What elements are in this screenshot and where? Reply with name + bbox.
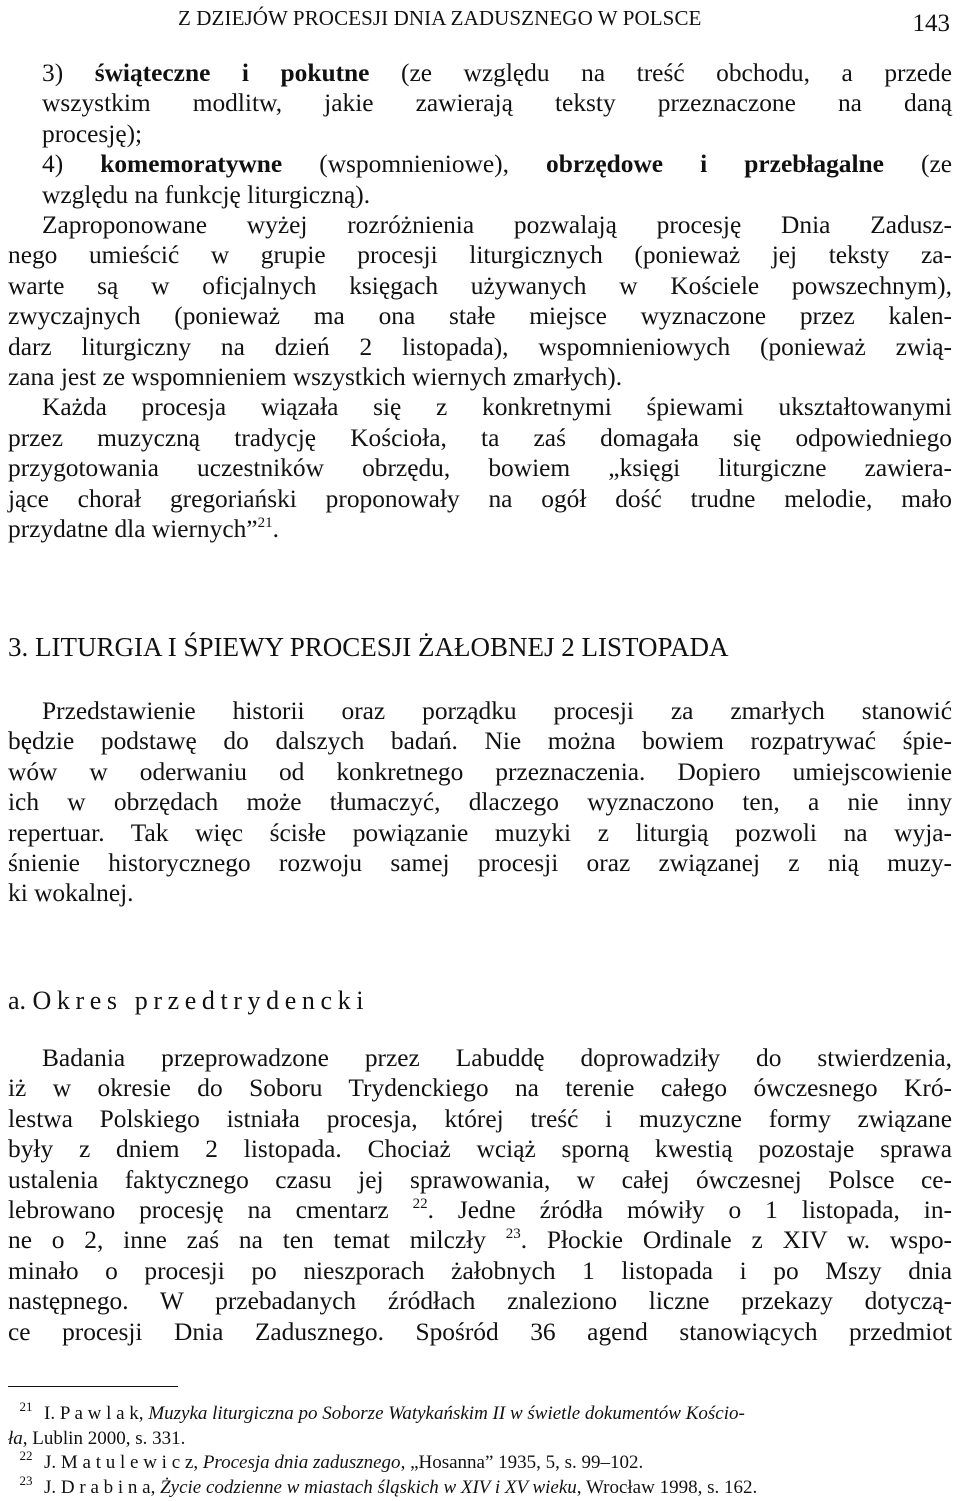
paragraph-4-line: następnego. W przebadanych źródłach znaleziono liczne przekazy dotyczą- xyxy=(8,1287,952,1316)
paragraph-3-line: śnienie historycznego rozwoju samej procesji oraz związanej z nią muzy- xyxy=(8,849,952,878)
list-item-4-line-1: 4) komemoratywne (wspomnieniowe), obrzędowe i przebłagalne (ze xyxy=(42,150,953,179)
list-item-3-line-3: procesję); xyxy=(42,119,143,148)
paragraph-4-line: Badania przeprowadzone przez Labuddę doprowadziły do stwierdzenia, xyxy=(42,1044,952,1072)
footnote-ref-22: 22 xyxy=(412,1196,428,1213)
paragraph-1-line: zana jest ze wspomnieniem wszystkich wiernych zmarłych). xyxy=(8,363,623,392)
list-item-3-bold-term: świąteczne i pokutne xyxy=(94,59,370,87)
paragraph-2-line: przygotowania uczestników obrzędu, bowiem „księgi liturgiczne zawiera- xyxy=(8,454,952,483)
paragraph-4-line: ustalenia faktycznego czasu jej sprawowania, w całej ówczesnej Polsce ce- xyxy=(8,1165,952,1194)
paragraph-4-line: ne o 2, inne zaś na ten temat milczły $^{23}$. Płockie Ordinale z XIV w. wspo- xyxy=(8,1226,952,1255)
paragraph-2-last-line: przydatne dla wiernych”$^{21}$. xyxy=(8,515,279,544)
paragraph-2-line: Każda procesja wiązała się z konkretnymi śpiewami ukształtowanymi xyxy=(42,393,952,422)
paragraph-4-line: minało o procesji po nieszporach żałobnych 1 listopada i po Mszy dnia xyxy=(8,1256,952,1285)
paragraph-3-line: wów w oderwaniu od konkretnego przeznaczenia. Dopiero umiejscowienie xyxy=(8,757,952,786)
section-heading: 3. LITURGIA I ŚPIEWY PROCESJI ŻAŁOBNEJ 2 LISTOPADA xyxy=(8,632,729,662)
footnote-21: 21 I. P a w l a k, Muzyka liturgiczna po Soborze Watykańskim II w świetle dokumentów Kościo- xyxy=(19,1399,745,1424)
paragraph-4-line: lestwa Polskiego istniała procesja, której treść i muzyczne formy związane xyxy=(8,1104,952,1133)
paragraph-3-line: ich w obrzędach może tłumaczyć, dlaczego wyznaczono ten, a nie inny xyxy=(8,788,952,817)
footnote-ref-23: 23 xyxy=(505,1226,521,1243)
footnote-title: Procesja dnia zadusznego xyxy=(202,1452,401,1474)
paragraph-4-line: ce procesji Dnia Zadusznego. Spośród 36 agend stanowiących przedmiot xyxy=(8,1317,952,1346)
page-number: 143 xyxy=(912,10,950,37)
list-item-3-line-2: wszystkim modlitw, jakie zawierają teksty przeznaczone na daną xyxy=(42,89,952,118)
paragraph-2-line: jące chorał gregoriański proponowały na ogół dość trudne melodie, mało xyxy=(8,484,952,513)
subsection-title: Okres przedtrydencki xyxy=(32,986,370,1015)
footnote-21-continuation: ła, Lublin 2000, s. 331. xyxy=(8,1427,186,1449)
paragraph-4 xyxy=(8,1043,952,1347)
list-item-4-bold-term-1: komemoratywne xyxy=(100,150,283,179)
subsection-heading: a. Okres przedtrydencki xyxy=(8,986,370,1015)
footnote-23: 23 J. D r a b i n a, Życie codzienne w miastach śląskich w XIV i XV wieku, Wrocław 1998, s. 162. xyxy=(19,1472,758,1498)
footnote-22: 22 J. M a t u l e w i c z, Procesja dnia zadusznego, „Hosanna” 1935, 5, s. 99–102. xyxy=(19,1448,644,1474)
footnote-ref-21: 21 xyxy=(257,515,273,532)
paragraph-1-line: darz liturgiczny na dzień 2 listopada), wspomnieniowych (ponieważ zwią- xyxy=(8,332,952,361)
paragraph-4-line: lebrowano procesję na cmentarz $^{22}$. Jedne źródła mówiły o 1 listopada, in- xyxy=(8,1196,952,1225)
paragraph-3-line: ki wokalnej. xyxy=(8,879,134,908)
body-block-top xyxy=(8,58,952,545)
paragraph-1-line: Zaproponowane wyżej rozróżnienia pozwalają procesję Dnia Zadusz- xyxy=(42,211,952,240)
paragraph-4-line: iż w okresie do Soboru Trydenckiego na terenie całego ówczesnego Kró- xyxy=(8,1074,952,1103)
footnote-title: Życie codzienne w miastach śląskich w XIV i XV wieku xyxy=(160,1476,577,1498)
list-item-3-line-1: 3) świąteczne i pokutne (ze względu na treść obchodu, a przede xyxy=(42,59,952,87)
paragraph-3-line: repertuar. Tak więc ścisłe powiązanie muzyki z liturgią pozwoli na wyja- xyxy=(8,818,952,847)
footnote-title: Muzyka liturgiczna po Soborze Watykańskim II w świetle dokumentów Kościo- xyxy=(148,1403,745,1424)
paragraph-4-line: były z dniem 2 listopada. Chociaż wciąż sporną kwestią pozostaje sprawa xyxy=(8,1135,952,1164)
paragraph-3-line: będzie podstawę do dalszych badań. Nie można bowiem rozpatrywać śpie- xyxy=(8,727,952,756)
paragraph-1-line: nego umieścić w grupie procesji liturgicznych (ponieważ jej teksty za- xyxy=(8,241,952,270)
paragraph-2-line: przez muzyczną tradycję Kościoła, ta zaś domagała się odpowiedniego xyxy=(8,423,952,452)
list-item-4-bold-term-2: obrzędowe i przebłagalne xyxy=(546,150,884,179)
paragraph-1-line: zwyczajnych (ponieważ ma ona stałe miejsce wyznaczone przez kalen- xyxy=(8,302,952,331)
list-item-4-line-2: względu na funkcję liturgiczną). xyxy=(42,180,371,209)
paragraph-1-line: warte są w oficjalnych księgach używanych w Kościele powszechnym), xyxy=(8,271,952,300)
footnote-divider xyxy=(8,1386,178,1387)
footnotes xyxy=(8,1399,952,1500)
paragraph-3 xyxy=(8,696,952,909)
running-title: Z DZIEJÓW PROCESJI DNIA ZADUSZNEGO W POLSCE xyxy=(178,6,702,30)
paragraph-3-line: Przedstawienie historii oraz porządku procesji za zmarłych stanowić xyxy=(42,697,952,725)
